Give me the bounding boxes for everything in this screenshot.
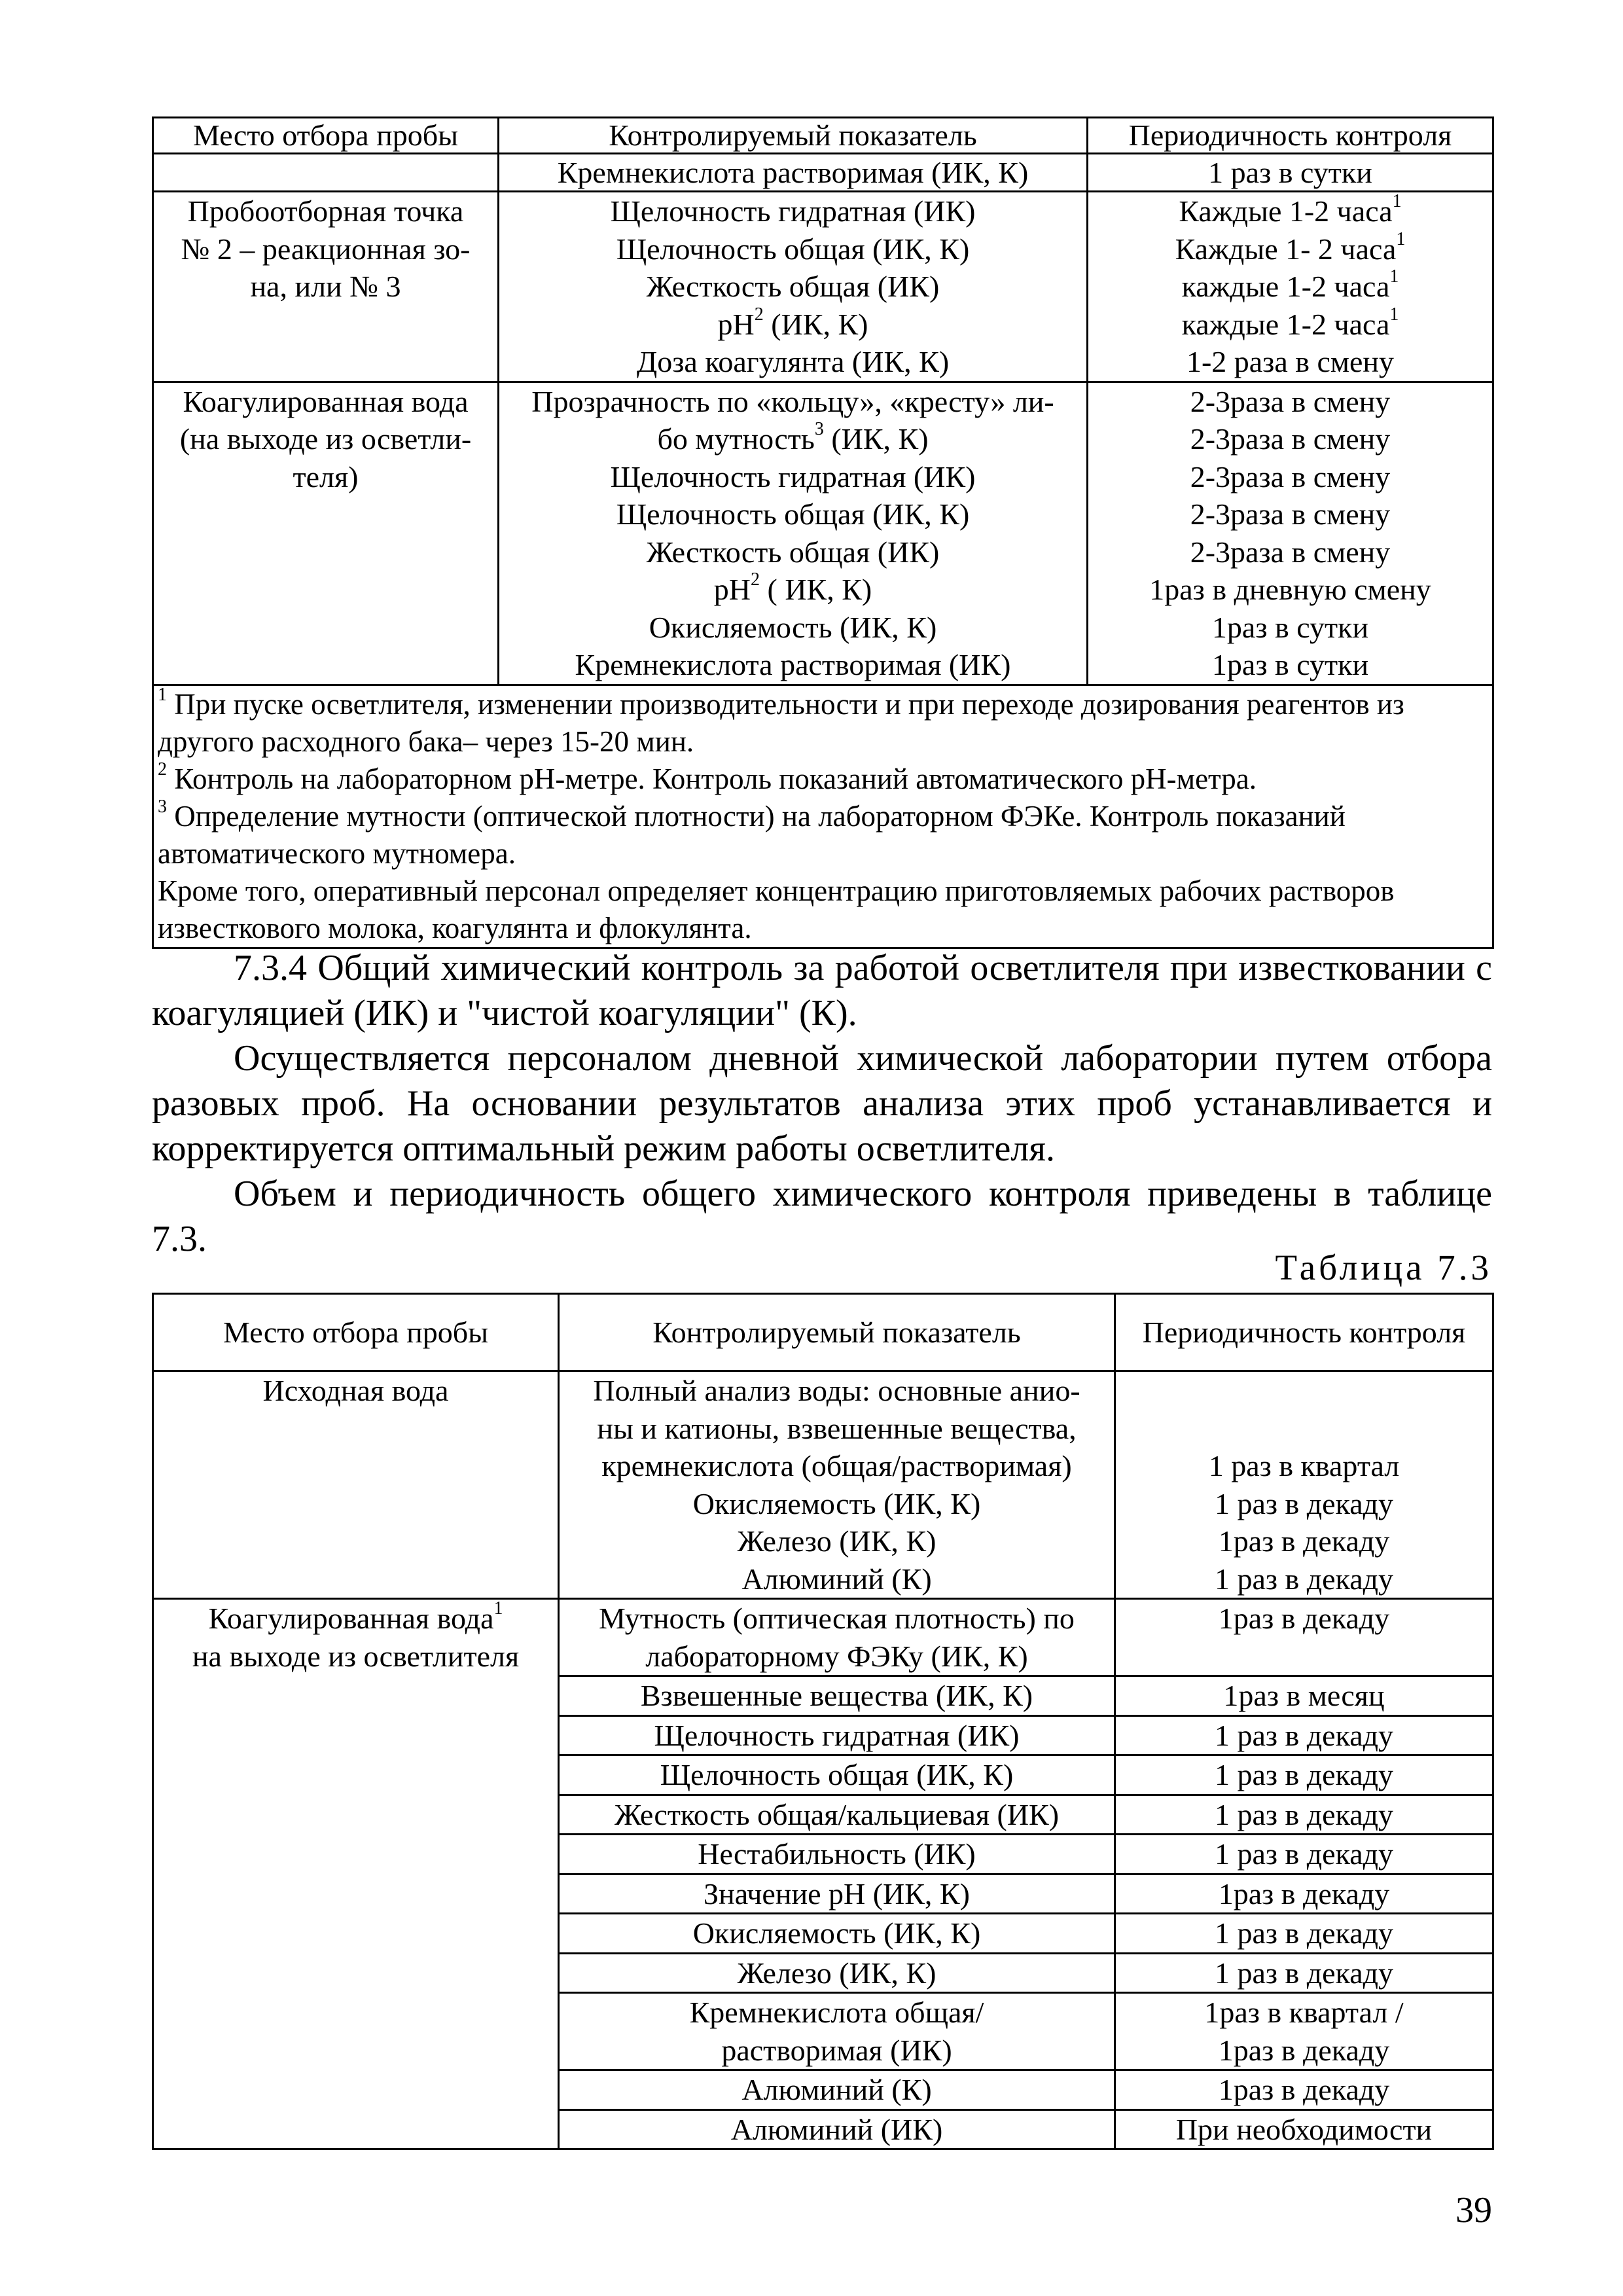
periodicity-cell: 1 раз в квартал 1 раз в декаду 1раз в декаду 1 раз в декаду — [1115, 1371, 1493, 1599]
table-footnotes — [153, 685, 1493, 948]
sampling-place-cell: Коагулированная вода$^1$ на выходе из осветлителя — [153, 1599, 559, 2149]
indicator-cell: Жесткость общая/кальциевая (ИК) — [559, 1795, 1115, 1835]
periodicity-cell: 1 раз в декаду — [1115, 1755, 1493, 1795]
header-sampling-place: Место отбора пробы — [153, 1294, 559, 1371]
periodicity-cell: 1раз в декаду — [1115, 2070, 1493, 2110]
general-chemical-control-table — [152, 1293, 1494, 2150]
indicator-cell: Полный анализ воды: основные анио- ны и катионы, взвешенные вещества, кремнекислота (общая/растворимая) Окисляемость (ИК, К) Железо (ИК, К) Алюминий (К) — [559, 1371, 1115, 1599]
table-row-group-sampling-point — [153, 192, 1493, 382]
periodicity-cell: 1 раз в декаду — [1115, 1835, 1493, 1874]
indicator-cell: Окисляемость (ИК, К) — [559, 1914, 1115, 1954]
sampling-place-cell — [153, 154, 499, 192]
header-periodicity: Периодичность контроля — [1115, 1294, 1493, 1371]
periodicity-cell: При необходимости — [1115, 2109, 1493, 2149]
header-indicator: Контролируемый показатель — [559, 1294, 1115, 1371]
table-row — [153, 154, 1493, 192]
sampling-place-cell: Исходная вода — [153, 1371, 559, 1599]
indicator-cell: Кремнекислота растворимая (ИК, К) — [499, 154, 1088, 192]
indicator-cell: Нестабильность (ИК) — [559, 1835, 1115, 1874]
indicator-cell: Щелочность гидратная (ИК) — [559, 1715, 1115, 1755]
section-text — [152, 946, 1492, 1262]
sampling-place-cell: Коагулированная вода (на выходе из осветли- теля) — [153, 382, 499, 685]
paragraph-section-heading: 7.3.4 Общий химический контроль за работой осветлителя при известковании с коагуляцией (ИК) и "чистой коагуляции" (К). — [152, 948, 1492, 1033]
indicator-cell: Алюминий (ИК) — [559, 2109, 1115, 2149]
periodicity-cell: 1раз в декаду — [1115, 1874, 1493, 1914]
footnote-2: $^2$ Контроль на лабораторном pH-метре. Контроль показаний автоматического pH-метра. — [158, 759, 1257, 795]
paragraph-table-reference: Объем и периодичность общего химического контроля приведены в таблице 7.3. — [152, 1174, 1492, 1259]
periodicity-cell: 1 раз в декаду — [1115, 1953, 1493, 1993]
indicator-cell: Алюминий (К) — [559, 2070, 1115, 2110]
indicator-cell: Щелочность гидратная (ИК) Щелочность общая (ИК, К) Жесткость общая (ИК) $pH^2$ (ИК, К) Доза коагулянта (ИК, К) — [499, 192, 1088, 382]
header-periodicity: Периодичность контроля — [1088, 118, 1493, 154]
indicator-cell: Значение pH (ИК, К) — [559, 1874, 1115, 1914]
table-header-row — [153, 118, 1493, 154]
table-notes-row — [153, 685, 1493, 948]
periodicity-cell: Каждые 1-2 часа$^1$ Каждые 1- 2 часа$^1$ каждые 1-2 часа$^1$ каждые 1-2 часа$^1$ 1-2 раза в смену — [1088, 192, 1493, 382]
sampling-place-cell: Пробоотборная точка № 2 – реакционная зо- на, или № 3 — [153, 192, 499, 382]
footnote-additional: Кроме того, оперативный персонал определяет концентрацию приготовляемых рабочих растворов известкового молока, коагулянта и флокулянта. — [158, 874, 1395, 944]
indicator-cell: Мутность (оптическая плотность) по лабораторному ФЭКу (ИК, К) — [559, 1599, 1115, 1676]
indicator-cell: Прозрачность по «кольцу», «кресту» ли- бо мутность$^3$ (ИК, К) Щелочность гидратная (ИК) Щелочность общая (ИК, К) Жесткость общая (ИК) $pH^2$ ( ИК, К) Окисляемость (ИК, К) Кремнекислота растворимая (ИК) — [499, 382, 1088, 685]
indicator-cell: Взвешенные вещества (ИК, К) — [559, 1676, 1115, 1716]
periodicity-cell: 1 раз в сутки — [1088, 154, 1493, 192]
page-number: 39 — [1455, 2190, 1492, 2231]
table-row — [153, 1599, 1493, 1676]
periodicity-cell: 1 раз в декаду — [1115, 1795, 1493, 1835]
indicator-cell: Кремнекислота общая/ растворимая (ИК) — [559, 1993, 1115, 2070]
table-caption: Таблица 7.3 — [1275, 1247, 1492, 1287]
indicator-cell: Железо (ИК, К) — [559, 1953, 1115, 1993]
table-row-group-coagulated-water — [153, 382, 1493, 685]
coagulated-water-rows — [153, 1599, 1493, 2149]
periodicity-cell: 1раз в квартал / 1раз в декаду — [1115, 1993, 1493, 2070]
header-sampling-place: Место отбора пробы — [153, 118, 499, 154]
periodicity-cell: 2-3раза в смену 2-3раза в смену 2-3раза в смену 2-3раза в смену 2-3раза в смену 1раз в дневную смену 1раз в сутки 1раз в сутки — [1088, 382, 1493, 685]
header-indicator: Контролируемый показатель — [499, 118, 1088, 154]
table-row-source-water — [153, 1371, 1493, 1599]
periodicity-cell: 1раз в месяц — [1115, 1676, 1493, 1716]
footnote-1: $^1$ При пуске осветлителя, изменении производительности и при переходе дозирования реагентов из другого расходного бака– через 15-20 мин. — [158, 684, 1404, 758]
periodicity-cell: 1 раз в декаду — [1115, 1715, 1493, 1755]
table-header-row — [153, 1294, 1493, 1371]
control-table-continued — [152, 117, 1494, 949]
periodicity-cell: 1 раз в декаду — [1115, 1914, 1493, 1954]
paragraph-description: Осуществляется персоналом дневной химической лаборатории путем отбора разовых проб. На основании результатов анализа этих проб устанавливается и корректируется оптимальный режим работы осветлителя. — [152, 1038, 1492, 1169]
footnote-3: $^3$ Определение мутности (оптической плотности) на лабораторном ФЭКе. Контроль показаний автоматического мутномера. — [158, 796, 1346, 870]
indicator-cell: Щелочность общая (ИК, К) — [559, 1755, 1115, 1795]
periodicity-cell: 1раз в декаду — [1115, 1599, 1493, 1676]
